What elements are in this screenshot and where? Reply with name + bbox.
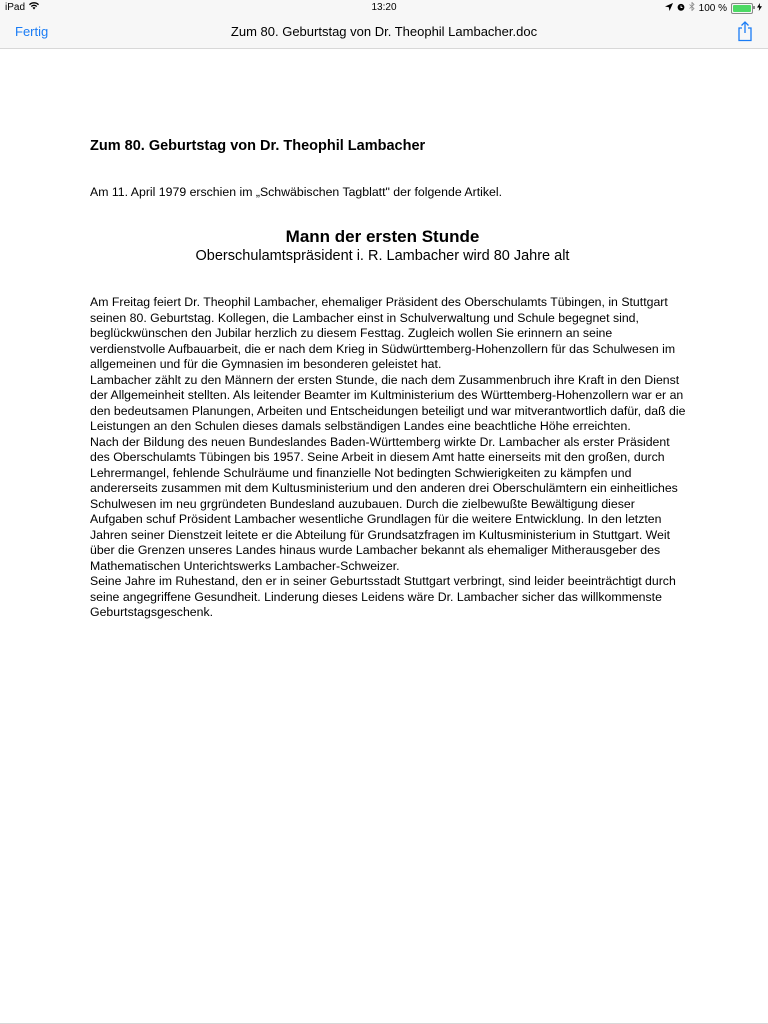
status-bar <box>0 0 768 16</box>
battery-fill <box>733 5 751 12</box>
device-label: iPad <box>5 2 26 13</box>
document-heading: Zum 80. Geburtstag von Dr. Theophil Lambacher <box>90 138 426 154</box>
paragraph: Seine Jahre im Ruhestand, den er in seiner Geburtsstadt Stuttgart verbringt, sind leider beeinträchtigt durch seine angegriffene Gesundheit. Linderung dieses Leidens wäre Dr. Lambacher sicher das willkommenste Geburtstagsgeschenk. <box>90 574 676 619</box>
battery-icon <box>731 3 753 14</box>
document-content <box>90 139 690 621</box>
location-icon <box>665 3 673 14</box>
paragraph: Nach der Bildung des neuen Bundeslandes Baden-Württemberg wirkte Dr. Lambacher als erster Präsident des Oberschulamts Tübingen bis 1957. Seine Arbeit in diesem Amt hatte einerseits mit den großen, durch Lehrermangel, fehlende Schulräume und finanzielle Not bedingten Schwierigkeiten zu kämpfen und andererseits zusammen mit dem Kultusministerium und den anderen drei Oberschulämtern ein einheitliches Schulwesen im neu grgründeten Bundesland auzubauen. Durch die zielbewußte Bewältigung dieser Aufgaben schuf Prösident Lambacher wesentliche Grundlagen für die weitere Entwicklung. In den letzten Jahren seiner Dienstzeit leitete er die Abteilung für Grundsatzfragen im Kultusministerium in Stuttgart. Weit über die Grenzen unseres Landes hinaus wurde Lambacher bekannt als ehemaliger Mitherausgeber des Mathematischen Unterichtswerks Lambacher-Schweizer. <box>90 434 678 573</box>
battery-percent: 100 % <box>698 2 727 14</box>
clock: 13:20 <box>371 2 397 13</box>
share-button[interactable] <box>735 20 755 42</box>
document-view[interactable] <box>0 49 768 1023</box>
article-title: Mann der ersten Stunde <box>285 227 480 246</box>
share-icon <box>735 20 755 42</box>
paragraph: Lambacher zählt zu den Männern der ersten Stunde, die nach dem Zusammenbruch ihre Kraft in den Dienst der Allgemeinheit stellten. Als leitender Beamter im Kultministerium des Württemberg-Hohenzollern war er an den bedeutsamen Planungen, Arbeiten und Entscheidungen beteiligt und war mitverantwortlich dafür, daß die Leistungen an den Schulen dieses damals selbständigen Landes eine beachtliche Höhe erreichten. <box>90 372 686 433</box>
article-subtitle: Oberschulamtspräsident i. R. Lambacher wird 80 Jahre alt <box>195 248 570 264</box>
paragraph: Am Freitag feiert Dr. Theophil Lambacher, ehemaliger Präsident des Oberschulamts Tübingen, in Stuttgart seinen 80. Geburtstag. Kollegen, die Lambacher einst in Schulverwaltung und Schule begegnet sind, beglückwünschen den Jubilar herzlich zu diesem Festtag. Zugleich wollen Sie erinnern an seine verdienstvolle Aufbauarbeit, die er nach dem Krieg in Südwürttemberg-Hohenzollern für das Schulwesen im allgemeinen und für die Gymnasien im besonderen geleistet hat. <box>90 295 676 371</box>
bluetooth-icon <box>689 2 695 14</box>
alarm-icon <box>677 3 685 14</box>
top-bar <box>0 0 768 49</box>
charging-icon <box>757 3 762 14</box>
done-button[interactable]: Fertig <box>15 24 49 39</box>
intro-text: Am 11. April 1979 erschien im „Schwäbischen Tagblatt" der folgende Artikel. <box>90 184 502 199</box>
document-title: Zum 80. Geburtstag von Dr. Theophil Lambacher.doc <box>230 24 538 39</box>
navigation-bar <box>0 16 768 48</box>
